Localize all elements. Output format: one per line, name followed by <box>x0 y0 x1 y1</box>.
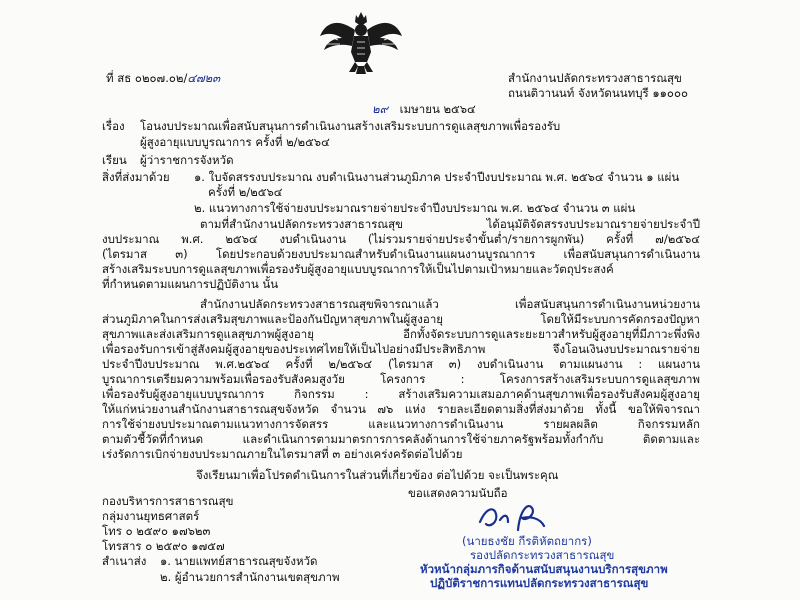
signer-position-3: ปฏิบัติราชการแทนปลัดกระทรวงสาธารณสุข <box>430 576 649 590</box>
paragraph-1-line-4: สร้างเสริมระบบการดูแลสุขภาพเพื่อรองรับผู้สูงอายุแบบบูรณาการให้เป็นไปตามเป้าหมายและวัตถุประสงค์ <box>102 262 614 276</box>
subject-label: เรื่อง <box>102 119 125 133</box>
issuing-organization: สำนักงานปลัดกระทรวงสาธารณสุข <box>508 71 682 85</box>
handwritten-signature-icon <box>474 500 554 534</box>
footer-telephone: โทร ๐ ๒๕๙๐ ๑๗๖๒๓ <box>102 524 211 538</box>
enclosure-item-2: ๒. แนวทางการใช้จ่ายงบประมาณรายจ่ายประจำปีงบประมาณ พ.ศ. ๒๕๖๔ จำนวน ๓ แผ่น <box>194 201 636 215</box>
paragraph-2-line-8: ให้แก่หน่วยงานสำนักงานสาธารณสุขจังหวัด จำนวน ๗๖ แห่ง รายละเอียดตามสิ่งที่ส่งมาด้วย ทั้งนี้ ขอให้พิจารณา <box>102 402 700 416</box>
paragraph-2-line-4: เพื่อรองรับการเข้าสู่สังคมผู้สูงอายุของประเทศไทยให้เป็นไปอย่างมีประสิทธิภาพ จึงโอนเงินงบประมาณรายจ่าย <box>102 342 700 356</box>
copy-to-item-2: ๒. ผู้อำนวยการสำนักงานเขตสุขภาพ <box>160 570 340 584</box>
letter-date: ๒๙ เมษายน ๒๕๖๔ <box>372 102 476 116</box>
footer-group: กลุ่มงานยุทธศาสตร์ <box>102 509 200 523</box>
date-day-handwritten: ๒๙ <box>372 102 389 116</box>
enclosure-item-1: ๑. ใบจัดสรรงบประมาณ งบดำเนินงานส่วนภูมิภาค ประจำปีงบประมาณ พ.ศ. ๒๕๖๔ จำนวน ๑ แผ่น <box>194 170 680 184</box>
paragraph-2-line-2: ส่วนภูมิภาคในการส่งเสริมสุขภาพและป้องกันปัญหาสุขภาพในผู้สูงอายุ โดยให้มีระบบการคัดกรองปัญหา <box>102 312 700 326</box>
signer-position-1: รองปลัดกระทรวงสาธารณสุข <box>470 548 615 562</box>
footer-fax: โทรสาร ๐ ๒๕๙๐ ๑๗๕๗ <box>102 539 225 553</box>
garuda-emblem-icon <box>318 8 404 78</box>
footer-department: กองบริหารการสาธารณสุข <box>102 494 234 508</box>
paragraph-1-line-2: งบประมาณ พ.ศ. ๒๕๖๔ งบดำเนินงาน (ไม่รวมรายจ่ายประจำขั้นต่ำ/รายการผูกพัน) ครั้งที่ ๗/๒๕๖๔ <box>102 232 700 246</box>
paragraph-1-line-5: ที่กำหนดตามแผนการปฏิบัติงาน นั้น <box>102 277 279 291</box>
document-number: ที่ สธ ๐๒๐๗.๐๒/๔๗๒๓ <box>106 71 221 85</box>
paragraph-2-line-6: บูรณาการเตรียมความพร้อมเพื่อรองรับสังคมสูงวัย โครงการ : โครงการสร้างเสริมระบบการดูแลสุขภาพ <box>102 372 700 386</box>
paragraph-1-line-1: ตามที่สำนักงานปลัดกระทรวงสาธารณสุข ได้อนุมัติจัดสรรงบประมาณรายจ่ายประจำปี <box>200 217 700 231</box>
copy-to-label: สำเนาส่ง <box>102 554 147 568</box>
paragraph-2-line-11: เร่งรัดการเบิกจ่ายงบประมาณภายในไตรมาสที่ ๓ อย่างเคร่งครัดต่อไปด้วย <box>102 447 463 461</box>
recipient: ผู้ว่าราชการจังหวัด <box>140 153 234 167</box>
paragraph-2-line-1: สำนักงานปลัดกระทรวงสาธารณสุขพิจารณาแล้ว เพื่อสนับสนุนการดำเนินงานหน่วยงาน <box>200 297 700 311</box>
signer-position-2: หัวหน้ากลุ่มภารกิจด้านสนับสนุนงานบริการสุขภาพ <box>420 562 668 576</box>
paragraph-2-line-5: ประจำปีงบประมาณ พ.ศ.๒๕๖๔ ครั้งที่ ๒/๒๕๖๔ (ไตรมาส ๓) งบดำเนินงาน ตามแผนงาน : แผนงาน <box>102 357 700 371</box>
paragraph-2-line-10: ตามตัวชี้วัดที่กำหนด และดำเนินการตามมาตรการการคลังด้านการใช้จ่ายภาครัฐพร้อมทั้งกำกับ ติดตามและ <box>102 432 700 446</box>
paragraph-1-line-3: (ไตรมาส ๓) โดยประกอบด้วยงบประมาณสำหรับดำเนินงานแผนงานบูรณาการ เพื่อสนับสนุนการดำเนินงาน <box>102 247 700 261</box>
salutation-label: เรียน <box>102 153 127 167</box>
enclosure-label: สิ่งที่ส่งมาด้วย <box>102 170 170 184</box>
enclosure-item-1-cont: ครั้งที่ ๒/๒๕๖๔ <box>208 185 283 199</box>
paragraph-2-line-9: การใช้จ่ายงบประมาณตามแนวทางการจัดสรร และแนวทางการดำเนินงาน รายผลผลิต กิจกรรมหลัก <box>102 417 700 431</box>
subject-line-2: ผู้สูงอายุแบบบูรณาการ ครั้งที่ ๒/๒๕๖๔ <box>140 135 330 149</box>
paragraph-2-line-7: เพื่อรองรับผู้สูงอายุแบบบูรณาการ กิจกรรม : สร้างเสริมความเสมอภาคด้านสุขภาพเพื่อรองรับสังคมผู้สูงอายุ <box>102 387 700 401</box>
organization-address: ถนนติวานนท์ จังหวัดนนทบุรี ๑๑๐๐๐ <box>508 86 688 100</box>
subject-line-1: โอนงบประมาณเพื่อสนับสนุนการดำเนินงานสร้างเสริมระบบการดูแลสุขภาพเพื่อรองรับ <box>140 119 561 133</box>
document-number-handwritten: ๔๗๒๓ <box>187 71 221 85</box>
paragraph-2-line-3: สุขภาพและส่งเสริมการดูแลสุขภาพผู้สูงอายุ อีกทั้งจัดระบบการดูแลระยะยาวสำหรับผู้สูงอายุที่มีภาวะพึ่งพิง <box>102 327 700 341</box>
paragraph-3: จึงเรียนมาเพื่อโปรดดำเนินการในส่วนที่เกี่ยวข้อง ต่อไปด้วย จะเป็นพระคุณ <box>196 468 559 482</box>
closing-phrase: ขอแสดงความนับถือ <box>408 486 508 500</box>
signer-name: (นายธงชัย กีรติหัตถยากร) <box>462 534 592 548</box>
copy-to-item-1: ๑. นายแพทย์สาธารณสุขจังหวัด <box>160 554 318 568</box>
